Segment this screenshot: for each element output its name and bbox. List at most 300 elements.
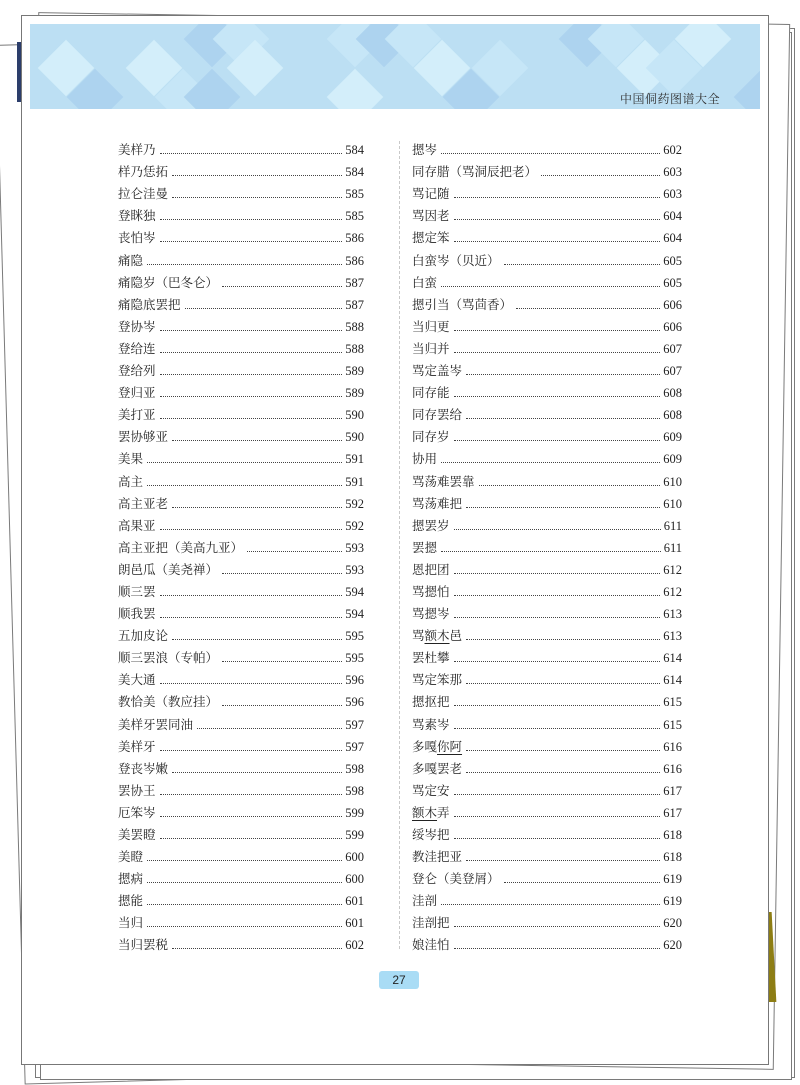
toc-entry[interactable] [118, 756, 364, 778]
toc-entry-page: 620 [663, 916, 682, 931]
toc-entry[interactable] [118, 402, 364, 424]
toc-entry[interactable] [118, 689, 364, 711]
toc-entry-page: 615 [663, 717, 682, 732]
toc-entry-page: 584 [345, 143, 364, 158]
toc-entry[interactable] [118, 645, 364, 667]
toc-entry[interactable] [118, 159, 364, 181]
toc-entry-page: 596 [345, 695, 364, 710]
toc-entry-title: 骂额木邑 [412, 628, 463, 644]
toc-entry[interactable] [412, 181, 682, 203]
toc-entry[interactable] [412, 756, 682, 778]
toc-entry-page: 586 [345, 231, 364, 246]
page-number-badge: 27 [379, 971, 419, 989]
dot-leader [466, 682, 660, 684]
dot-leader [516, 307, 660, 309]
toc-entry[interactable] [412, 203, 682, 225]
dot-leader [479, 484, 661, 486]
toc-entry-title: 美瞪 [118, 849, 144, 865]
dot-leader [172, 638, 342, 640]
toc-entry[interactable] [118, 623, 364, 645]
toc-entry[interactable] [412, 778, 682, 800]
toc-entry-page: 609 [663, 452, 682, 467]
toc-entry[interactable] [412, 358, 682, 380]
toc-entry-title: 厄笨岑 [118, 804, 156, 820]
dot-leader [504, 881, 661, 883]
toc-entry-page: 590 [345, 430, 364, 445]
toc-entry[interactable] [412, 623, 682, 645]
toc-entry-page: 587 [345, 275, 364, 290]
toc-entry-title: 额木弄 [412, 804, 450, 820]
toc-entry-page: 590 [345, 408, 364, 423]
toc-entry-page: 594 [345, 607, 364, 622]
toc-entry-title: 摁罢岁 [412, 517, 450, 533]
toc-entry-page: 617 [663, 805, 682, 820]
dot-leader [454, 218, 661, 220]
dot-leader [147, 461, 342, 463]
dot-leader [466, 373, 660, 375]
toc-entry[interactable] [412, 402, 682, 424]
toc-entry-title: 当归 [118, 915, 144, 931]
dot-leader [160, 240, 343, 242]
toc-entry-title: 多嘎你阿 [412, 738, 463, 754]
toc-entry[interactable] [118, 292, 364, 314]
toc-entry-title: 摁定笨 [412, 230, 450, 246]
dot-leader [172, 174, 342, 176]
toc-entry[interactable] [118, 888, 364, 910]
toc-entry-title: 骂定盖岑 [412, 363, 463, 379]
toc-entry-title: 顺三罢浪（专帕） [118, 650, 219, 666]
toc-entry-page: 612 [663, 584, 682, 599]
toc-entry[interactable] [412, 910, 682, 932]
dot-leader [160, 793, 343, 795]
toc-entry[interactable] [118, 225, 364, 247]
dot-leader [454, 594, 661, 596]
toc-entry-page: 595 [345, 629, 364, 644]
toc-entry-page: 605 [663, 253, 682, 268]
toc-entry-title: 当归并 [412, 340, 450, 356]
toc-entry[interactable] [118, 446, 364, 468]
toc-entry-page: 600 [345, 872, 364, 887]
dot-leader [160, 351, 343, 353]
dot-leader [160, 417, 343, 419]
toc-entry-title: 骂定笨那 [412, 672, 463, 688]
toc-entry[interactable] [118, 491, 364, 513]
dot-leader [441, 550, 661, 552]
toc-entry[interactable] [412, 866, 682, 888]
dot-leader [454, 660, 661, 662]
dot-leader [466, 859, 660, 861]
dot-leader [160, 218, 343, 220]
dot-leader [222, 572, 342, 574]
dot-leader [160, 749, 343, 751]
toc-entry-page: 593 [345, 540, 364, 555]
toc-entry-page: 599 [345, 828, 364, 842]
dot-leader [147, 925, 342, 927]
toc-entry-page: 613 [663, 629, 682, 644]
toc-entry-page: 614 [663, 673, 682, 688]
toc-entry[interactable] [118, 844, 364, 866]
toc-entry-page: 589 [345, 386, 364, 401]
toc-entry-title: 样乃恁拓 [118, 164, 169, 180]
dot-leader [160, 837, 343, 839]
dot-leader [160, 815, 343, 817]
toc-entry[interactable] [412, 270, 682, 292]
toc-entry[interactable] [412, 380, 682, 402]
dot-leader [147, 859, 342, 861]
toc-entry-title: 登眯独 [118, 208, 156, 224]
dot-leader [147, 881, 342, 883]
toc-entry-page: 609 [663, 430, 682, 445]
toc-entry-page: 610 [663, 474, 682, 489]
toc-entry-page: 602 [345, 938, 364, 953]
dot-leader [147, 903, 342, 905]
toc-entry-page: 592 [345, 518, 364, 533]
toc-entry-title: 摁引当（骂茴香） [412, 296, 513, 312]
toc-entry-title: 摁病 [118, 871, 144, 887]
toc-entry-title: 恩把团 [412, 561, 450, 577]
toc-entry[interactable] [118, 932, 364, 954]
dot-leader [454, 815, 661, 817]
dot-leader [454, 947, 661, 949]
toc-entry[interactable] [412, 844, 682, 866]
toc-entry[interactable] [118, 557, 364, 579]
dot-leader [172, 947, 342, 949]
toc-entry-page: 584 [345, 165, 364, 180]
dot-leader [504, 263, 661, 265]
toc-entry-title: 当归罢税 [118, 937, 169, 953]
dot-leader [222, 704, 342, 706]
toc-entry-title: 美罢瞪 [118, 827, 156, 842]
column-divider [399, 141, 400, 949]
dot-leader [466, 771, 660, 773]
toc-entry[interactable] [118, 778, 364, 800]
toc-entry-page: 602 [663, 143, 682, 158]
dot-leader [172, 439, 342, 441]
toc-entry-page: 591 [345, 452, 364, 467]
toc-entry[interactable] [118, 535, 364, 557]
dot-leader [454, 439, 661, 441]
toc-entry[interactable] [412, 601, 682, 623]
toc-entry[interactable] [118, 601, 364, 623]
toc-entry-title: 当归更 [412, 318, 450, 334]
toc-entry-page: 598 [345, 761, 364, 776]
toc-entry-title: 美样乃 [118, 142, 156, 158]
dot-leader [441, 152, 660, 154]
toc-entry-title: 同存能 [412, 385, 450, 401]
toc-entry-title: 白蛮岑（贝近） [412, 252, 500, 268]
dot-leader [172, 506, 342, 508]
toc-entry[interactable] [118, 579, 364, 601]
dot-leader [466, 417, 660, 419]
toc-entry[interactable] [412, 557, 682, 579]
toc-entry-title: 美打亚 [118, 407, 156, 423]
toc-entry-page: 620 [663, 938, 682, 953]
toc-entry[interactable] [118, 247, 364, 269]
toc-entry[interactable] [412, 446, 682, 468]
toc-entry-title: 骂摁怕 [412, 583, 450, 599]
dot-leader [454, 240, 661, 242]
toc-entry-page: 618 [663, 850, 682, 865]
toc-entry-title: 顺我罢 [118, 606, 156, 622]
toc-entry-title: 骂素岑 [412, 716, 450, 732]
toc-entry[interactable] [412, 932, 682, 954]
toc-entry-title: 登给列 [118, 363, 156, 379]
toc-entry-page: 606 [663, 319, 682, 334]
toc-entry-page: 612 [663, 562, 682, 577]
toc-entry[interactable] [412, 491, 682, 513]
toc-entry[interactable] [118, 336, 364, 358]
toc-entry[interactable] [412, 822, 682, 844]
toc-entry[interactable] [118, 270, 364, 292]
dot-leader [454, 572, 661, 574]
toc-entry-page: 592 [345, 496, 364, 511]
toc-entry[interactable] [412, 292, 682, 314]
dot-leader [160, 373, 343, 375]
dot-leader [441, 461, 660, 463]
toc-column-left [118, 137, 364, 954]
dot-leader [454, 528, 661, 530]
toc-entry[interactable] [412, 247, 682, 269]
toc-entry-title: 教洼把亚 [412, 849, 463, 865]
toc-column-right [412, 137, 682, 954]
toc-entry[interactable] [118, 667, 364, 689]
toc-entry-page: 605 [663, 275, 682, 290]
toc-entry-page: 619 [663, 872, 682, 887]
toc-entry[interactable] [412, 159, 682, 181]
toc-entry-title: 骂摁岑 [412, 606, 450, 622]
book-page [21, 15, 769, 1065]
toc-entry-page: 613 [663, 607, 682, 622]
toc-entry-title: 丧怕岑 [118, 230, 156, 246]
dot-leader [222, 660, 342, 662]
toc-entry-page: 616 [663, 761, 682, 776]
toc-entry[interactable] [412, 711, 682, 733]
toc-entry-title: 娘洼怕 [412, 937, 450, 953]
toc-entry-page: 598 [345, 783, 364, 798]
dot-leader [160, 395, 343, 397]
toc-entry[interactable] [412, 314, 682, 336]
toc-entry-title: 罢协够亚 [118, 429, 169, 445]
toc-entry-page: 611 [663, 540, 682, 555]
toc-entry[interactable] [118, 734, 364, 756]
toc-entry[interactable] [412, 336, 682, 358]
toc-entry-page: 608 [663, 386, 682, 401]
toc-entry[interactable] [412, 535, 682, 557]
toc-entry-title: 高主亚把（美高九亚） [118, 539, 244, 555]
toc-entry-title: 登丧岑嫩 [118, 760, 169, 776]
toc-entry-page: 585 [345, 209, 364, 224]
dot-leader [160, 682, 343, 684]
toc-entry-title: 摁岑 [412, 142, 438, 158]
dot-leader [454, 351, 661, 353]
dot-leader [454, 196, 661, 198]
toc-entry-page: 601 [345, 894, 364, 909]
toc-entry-page: 611 [663, 518, 682, 533]
toc-entry-title: 骂定安 [412, 782, 450, 798]
toc-entry-title: 绥岑把 [412, 827, 450, 842]
dot-leader [247, 550, 342, 552]
toc-entry-title: 痛隐 [118, 252, 144, 268]
toc-entry-title: 罢摁 [412, 539, 438, 555]
dot-leader [160, 329, 343, 331]
toc-entry-title: 协用 [412, 451, 438, 467]
toc-entry-page: 593 [345, 562, 364, 577]
dot-leader [160, 152, 343, 154]
toc-entry-page: 600 [345, 850, 364, 865]
toc-entry[interactable] [118, 358, 364, 380]
toc-entry-title: 登归亚 [118, 385, 156, 401]
dot-leader [441, 903, 660, 905]
toc-entry[interactable] [118, 380, 364, 402]
toc-entry-title: 朗邑瓜（美尧禅） [118, 561, 219, 577]
dot-leader [454, 925, 661, 927]
toc-entry[interactable] [118, 513, 364, 535]
toc-entry-title: 高果亚 [118, 517, 156, 533]
toc-entry[interactable] [118, 468, 364, 490]
dot-leader [454, 793, 661, 795]
dot-leader [172, 771, 342, 773]
toc-entry-title: 教恰美（教应挂） [118, 694, 219, 710]
toc-entry-page: 603 [663, 187, 682, 202]
toc-entry[interactable] [118, 424, 364, 446]
toc-entry-page: 587 [345, 297, 364, 312]
toc-entry-title: 痛隐岁（巴冬仑） [118, 274, 219, 290]
toc-entry[interactable] [412, 424, 682, 446]
toc-entry-title: 同存岁 [412, 429, 450, 445]
toc-entry-page: 615 [663, 695, 682, 710]
dot-leader [160, 616, 343, 618]
toc-entry-title: 高主 [118, 473, 144, 489]
toc-entry-title: 五加皮论 [118, 628, 169, 644]
dot-leader [454, 395, 661, 397]
dot-leader [466, 749, 660, 751]
toc-entry-page: 597 [345, 739, 364, 754]
toc-entry-title: 白蛮 [412, 274, 438, 290]
toc-entry[interactable] [412, 513, 682, 535]
toc-entry-title: 顺三罢 [118, 583, 156, 599]
toc-entry-page: 596 [345, 673, 364, 688]
toc-entry-title: 摁能 [118, 893, 144, 909]
dot-leader [147, 484, 342, 486]
dot-leader [454, 727, 661, 729]
toc-entry-page: 618 [663, 828, 682, 842]
toc-entry-title: 罢杜攀 [412, 650, 450, 666]
toc-entry-page: 588 [345, 341, 364, 356]
dot-leader [454, 837, 661, 839]
toc-entry-title: 高主亚老 [118, 495, 169, 511]
toc-entry-page: 588 [345, 319, 364, 334]
toc-entry[interactable] [412, 689, 682, 711]
toc-entry-page: 607 [663, 364, 682, 379]
dot-leader [466, 638, 660, 640]
toc-entry-title: 多嘎罢老 [412, 760, 463, 776]
toc-entry[interactable] [118, 314, 364, 336]
toc-entry-title: 骂记随 [412, 186, 450, 202]
toc-entry-title: 美样牙 [118, 738, 156, 754]
toc-entry-title: 痛隐底罢把 [118, 296, 181, 312]
toc-entry[interactable] [412, 225, 682, 247]
toc-entry-title: 摁抠把 [412, 694, 450, 710]
toc-entry-page: 616 [663, 739, 682, 754]
toc-entry-page: 607 [663, 341, 682, 356]
dot-leader [160, 528, 343, 530]
toc-entry-title: 洼剖把 [412, 915, 450, 931]
toc-entry[interactable] [412, 800, 682, 822]
dot-leader [197, 727, 342, 729]
banner-diamond [184, 69, 241, 109]
toc-entry-page: 585 [345, 187, 364, 202]
toc-entry-page: 594 [345, 584, 364, 599]
toc-entry-page: 586 [345, 253, 364, 268]
toc-entry-title: 美样牙罢同油 [118, 716, 194, 732]
dot-leader [160, 594, 343, 596]
toc-entry-title: 骂因老 [412, 208, 450, 224]
toc-entry-title: 骂荡难把 [412, 495, 463, 511]
toc-entry[interactable] [412, 734, 682, 756]
book-title: 中国侗药图谱大全 [619, 92, 720, 106]
toc-entry-page: 597 [345, 717, 364, 732]
toc-entry-title: 美大通 [118, 672, 156, 688]
toc-entry-title: 罢协王 [118, 782, 156, 798]
toc-entry[interactable] [118, 181, 364, 203]
toc-entry[interactable] [412, 888, 682, 910]
toc-entry-page: 606 [663, 297, 682, 312]
dot-leader [454, 329, 661, 331]
dot-leader [466, 506, 660, 508]
toc-entry-page: 610 [663, 496, 682, 511]
toc-entry-page: 601 [345, 916, 364, 931]
banner-diamond [327, 69, 384, 109]
toc-entry-page: 591 [345, 474, 364, 489]
toc-entry-title: 骂荡难罢靠 [412, 473, 475, 489]
toc-entry[interactable] [412, 645, 682, 667]
toc-entry-title: 美果 [118, 451, 144, 467]
toc-entry[interactable] [118, 711, 364, 733]
toc-entry-page: 608 [663, 408, 682, 423]
dot-leader [541, 174, 660, 176]
toc-entry[interactable] [118, 800, 364, 822]
toc-entry-page: 603 [663, 165, 682, 180]
toc-entry[interactable] [412, 137, 682, 159]
toc-entry[interactable] [412, 579, 682, 601]
dot-leader [185, 307, 343, 309]
dot-leader [172, 196, 342, 198]
toc-entry-page: 599 [345, 805, 364, 820]
dot-leader [454, 616, 661, 618]
toc-entry[interactable] [118, 910, 364, 932]
toc-entry[interactable] [118, 137, 364, 159]
toc-entry-page: 604 [663, 209, 682, 224]
toc-entry-page: 617 [663, 783, 682, 798]
toc-entry-title: 同存罢给 [412, 407, 463, 423]
toc-entry[interactable] [118, 866, 364, 888]
dot-leader [454, 704, 661, 706]
toc-entry-page: 589 [345, 364, 364, 379]
toc-entry-page: 595 [345, 651, 364, 666]
header-banner [30, 24, 760, 109]
toc-entry-title: 登协岑 [118, 318, 156, 334]
toc-entry[interactable] [412, 667, 682, 689]
toc-entry-title: 拉仑洼曼 [118, 186, 169, 202]
toc-entry-title: 登仑（美登屑） [412, 871, 500, 887]
dot-leader [147, 263, 342, 265]
toc-entry[interactable] [412, 468, 682, 490]
banner-diamond [734, 69, 760, 109]
toc-entry-page: 604 [663, 231, 682, 246]
toc-entry[interactable] [118, 203, 364, 225]
toc-entry-title: 登给连 [118, 340, 156, 356]
toc-entry[interactable] [118, 822, 364, 844]
